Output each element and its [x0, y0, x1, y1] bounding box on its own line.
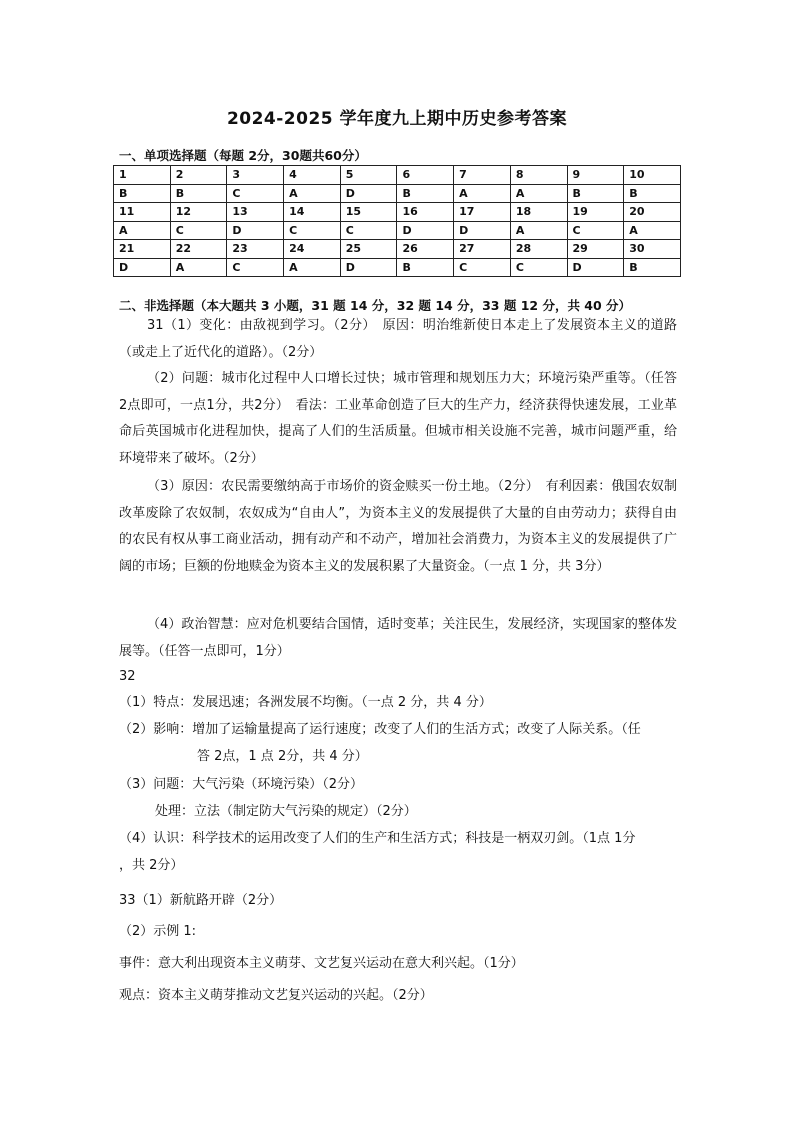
q31-part1: 31（1）变化：由敌视到学习。（2分） 原因：明治维新使日本走上了发展资本主义的道路（或走上了近代化的道路）。（2分）	[119, 318, 677, 360]
table-cell: C	[567, 221, 624, 240]
table-cell: D	[454, 221, 511, 240]
table-cell: 16	[397, 203, 454, 222]
table-cell: 15	[340, 203, 397, 222]
table-cell: 8	[510, 166, 567, 185]
q32-part3-line1: （3）问题：大气污染（环境污染）（2分）	[119, 777, 364, 792]
q33-view: 观点：资本主义萌芽推动文艺复兴运动的兴起。（2分）	[119, 988, 433, 1003]
q31-part2: （2）问题：城市化过程中人口增长过快；城市管理和规划压力大；环境污染严重等。（任答2点即可，一点1分，共2分） 看法：工业革命创造了巨大的生产力，经济获得快速发展，工业革命后英国城市化进程加快，提高了人们的生活质量。但城市相关设施不完善，城市问题严重，给环境带来了破坏。（2分）	[119, 371, 677, 467]
table-cell: 5	[340, 166, 397, 185]
table-row	[114, 184, 681, 203]
table-cell: 11	[114, 203, 171, 222]
q32-part2-line2: 答 2点，1 点 2分，共 4 分）	[197, 749, 368, 764]
table-cell: B	[567, 184, 624, 203]
table-cell: B	[624, 258, 681, 277]
table-cell: 29	[567, 240, 624, 259]
table-cell: 1	[114, 166, 171, 185]
table-cell: A	[454, 184, 511, 203]
table-cell: D	[340, 258, 397, 277]
table-cell: C	[227, 184, 284, 203]
table-cell: 10	[624, 166, 681, 185]
q32-part1: （1）特点：发展迅速；各洲发展不均衡。（一点 2 分，共 4 分）	[119, 695, 492, 710]
table-row	[114, 240, 681, 259]
q31-part4: （4）政治智慧：应对危机要结合国情，适时变革；关注民生，发展经济，实现国家的整体发展等。（任答一点即可，1分）	[119, 617, 677, 659]
table-cell: 23	[227, 240, 284, 259]
table-cell: 21	[114, 240, 171, 259]
table-cell: C	[454, 258, 511, 277]
q31-part3: （3）原因：农民需要缴纳高于市场价的资金赎买一份土地。（2分） 有利因素：俄国农奴制改革废除了农奴制，农奴成为“自由人”，为资本主义的发展提供了大量的自由劳动力；获得自由的农民有权从事工商业活动，拥有动产和不动产，增加社会消费力，为资本主义的发展提供了广阔的市场；巨额的份地赎金为资本主义的发展积累了大量资金。（一点 1 分，共 3分）	[119, 479, 677, 575]
table-cell: 3	[227, 166, 284, 185]
table-cell: 9	[567, 166, 624, 185]
table-cell: B	[624, 184, 681, 203]
table-cell: 12	[170, 203, 227, 222]
table-cell: 26	[397, 240, 454, 259]
page-title: 2024-2025 学年度九上期中历史参考答案	[226, 109, 568, 129]
table-cell: C	[510, 258, 567, 277]
q33-part1: 33（1）新航路开辟（2分）	[119, 893, 283, 908]
section1-heading: 一、单项选择题（每题 2分，30题共60分）	[119, 148, 367, 163]
table-cell: 17	[454, 203, 511, 222]
table-cell: 13	[227, 203, 284, 222]
q32-part4-line1: （4）认识：科学技术的运用改变了人们的生产和生活方式；科技是一柄双刃剑。（1点 1分	[119, 831, 636, 846]
table-cell: A	[510, 221, 567, 240]
table-cell: 27	[454, 240, 511, 259]
table-cell: 2	[170, 166, 227, 185]
table-cell: A	[510, 184, 567, 203]
table-cell: D	[567, 258, 624, 277]
table-cell: C	[170, 221, 227, 240]
table-cell: 19	[567, 203, 624, 222]
section2-heading: 二、非选择题（本大题共 3 小题，31 题 14 分，32 题 14 分，33 题 12 分，共 40 分）	[119, 298, 632, 313]
table-cell: B	[114, 184, 171, 203]
table-cell: 18	[510, 203, 567, 222]
table-cell: 14	[284, 203, 341, 222]
q32-part3-line2: 处理：立法（制定防大气污染的规定）（2分）	[155, 804, 417, 819]
table-cell: C	[284, 221, 341, 240]
table-cell: B	[397, 184, 454, 203]
q33-part2: （2）示例 1:	[119, 924, 197, 939]
table-cell: A	[284, 258, 341, 277]
q32-part4-line2: ，共 2分）	[119, 858, 184, 873]
q32-number: 32	[119, 669, 136, 684]
table-row	[114, 221, 681, 240]
table-cell: A	[624, 221, 681, 240]
q33-event: 事件：意大利出现资本主义萌芽、文艺复兴运动在意大利兴起。（1分）	[119, 956, 524, 971]
table-cell: A	[170, 258, 227, 277]
table-cell: 22	[170, 240, 227, 259]
table-cell: 20	[624, 203, 681, 222]
table-cell: 4	[284, 166, 341, 185]
table-cell: 30	[624, 240, 681, 259]
table-cell: D	[397, 221, 454, 240]
table-cell: 28	[510, 240, 567, 259]
table-cell: 6	[397, 166, 454, 185]
answer-table	[113, 165, 681, 277]
table-cell: D	[227, 221, 284, 240]
table-cell: B	[170, 184, 227, 203]
table-cell: 24	[284, 240, 341, 259]
table-cell: 7	[454, 166, 511, 185]
table-cell: B	[397, 258, 454, 277]
table-cell: A	[114, 221, 171, 240]
table-row	[114, 166, 681, 185]
table-row	[114, 258, 681, 277]
table-cell: A	[284, 184, 341, 203]
table-row	[114, 203, 681, 222]
table-cell: D	[114, 258, 171, 277]
q32-part2-line1: （2）影响：增加了运输量提高了运行速度；改变了人们的生活方式；改变了人际关系。（任	[119, 722, 641, 737]
table-cell: C	[340, 221, 397, 240]
table-cell: 25	[340, 240, 397, 259]
table-cell: C	[227, 258, 284, 277]
table-cell: D	[340, 184, 397, 203]
